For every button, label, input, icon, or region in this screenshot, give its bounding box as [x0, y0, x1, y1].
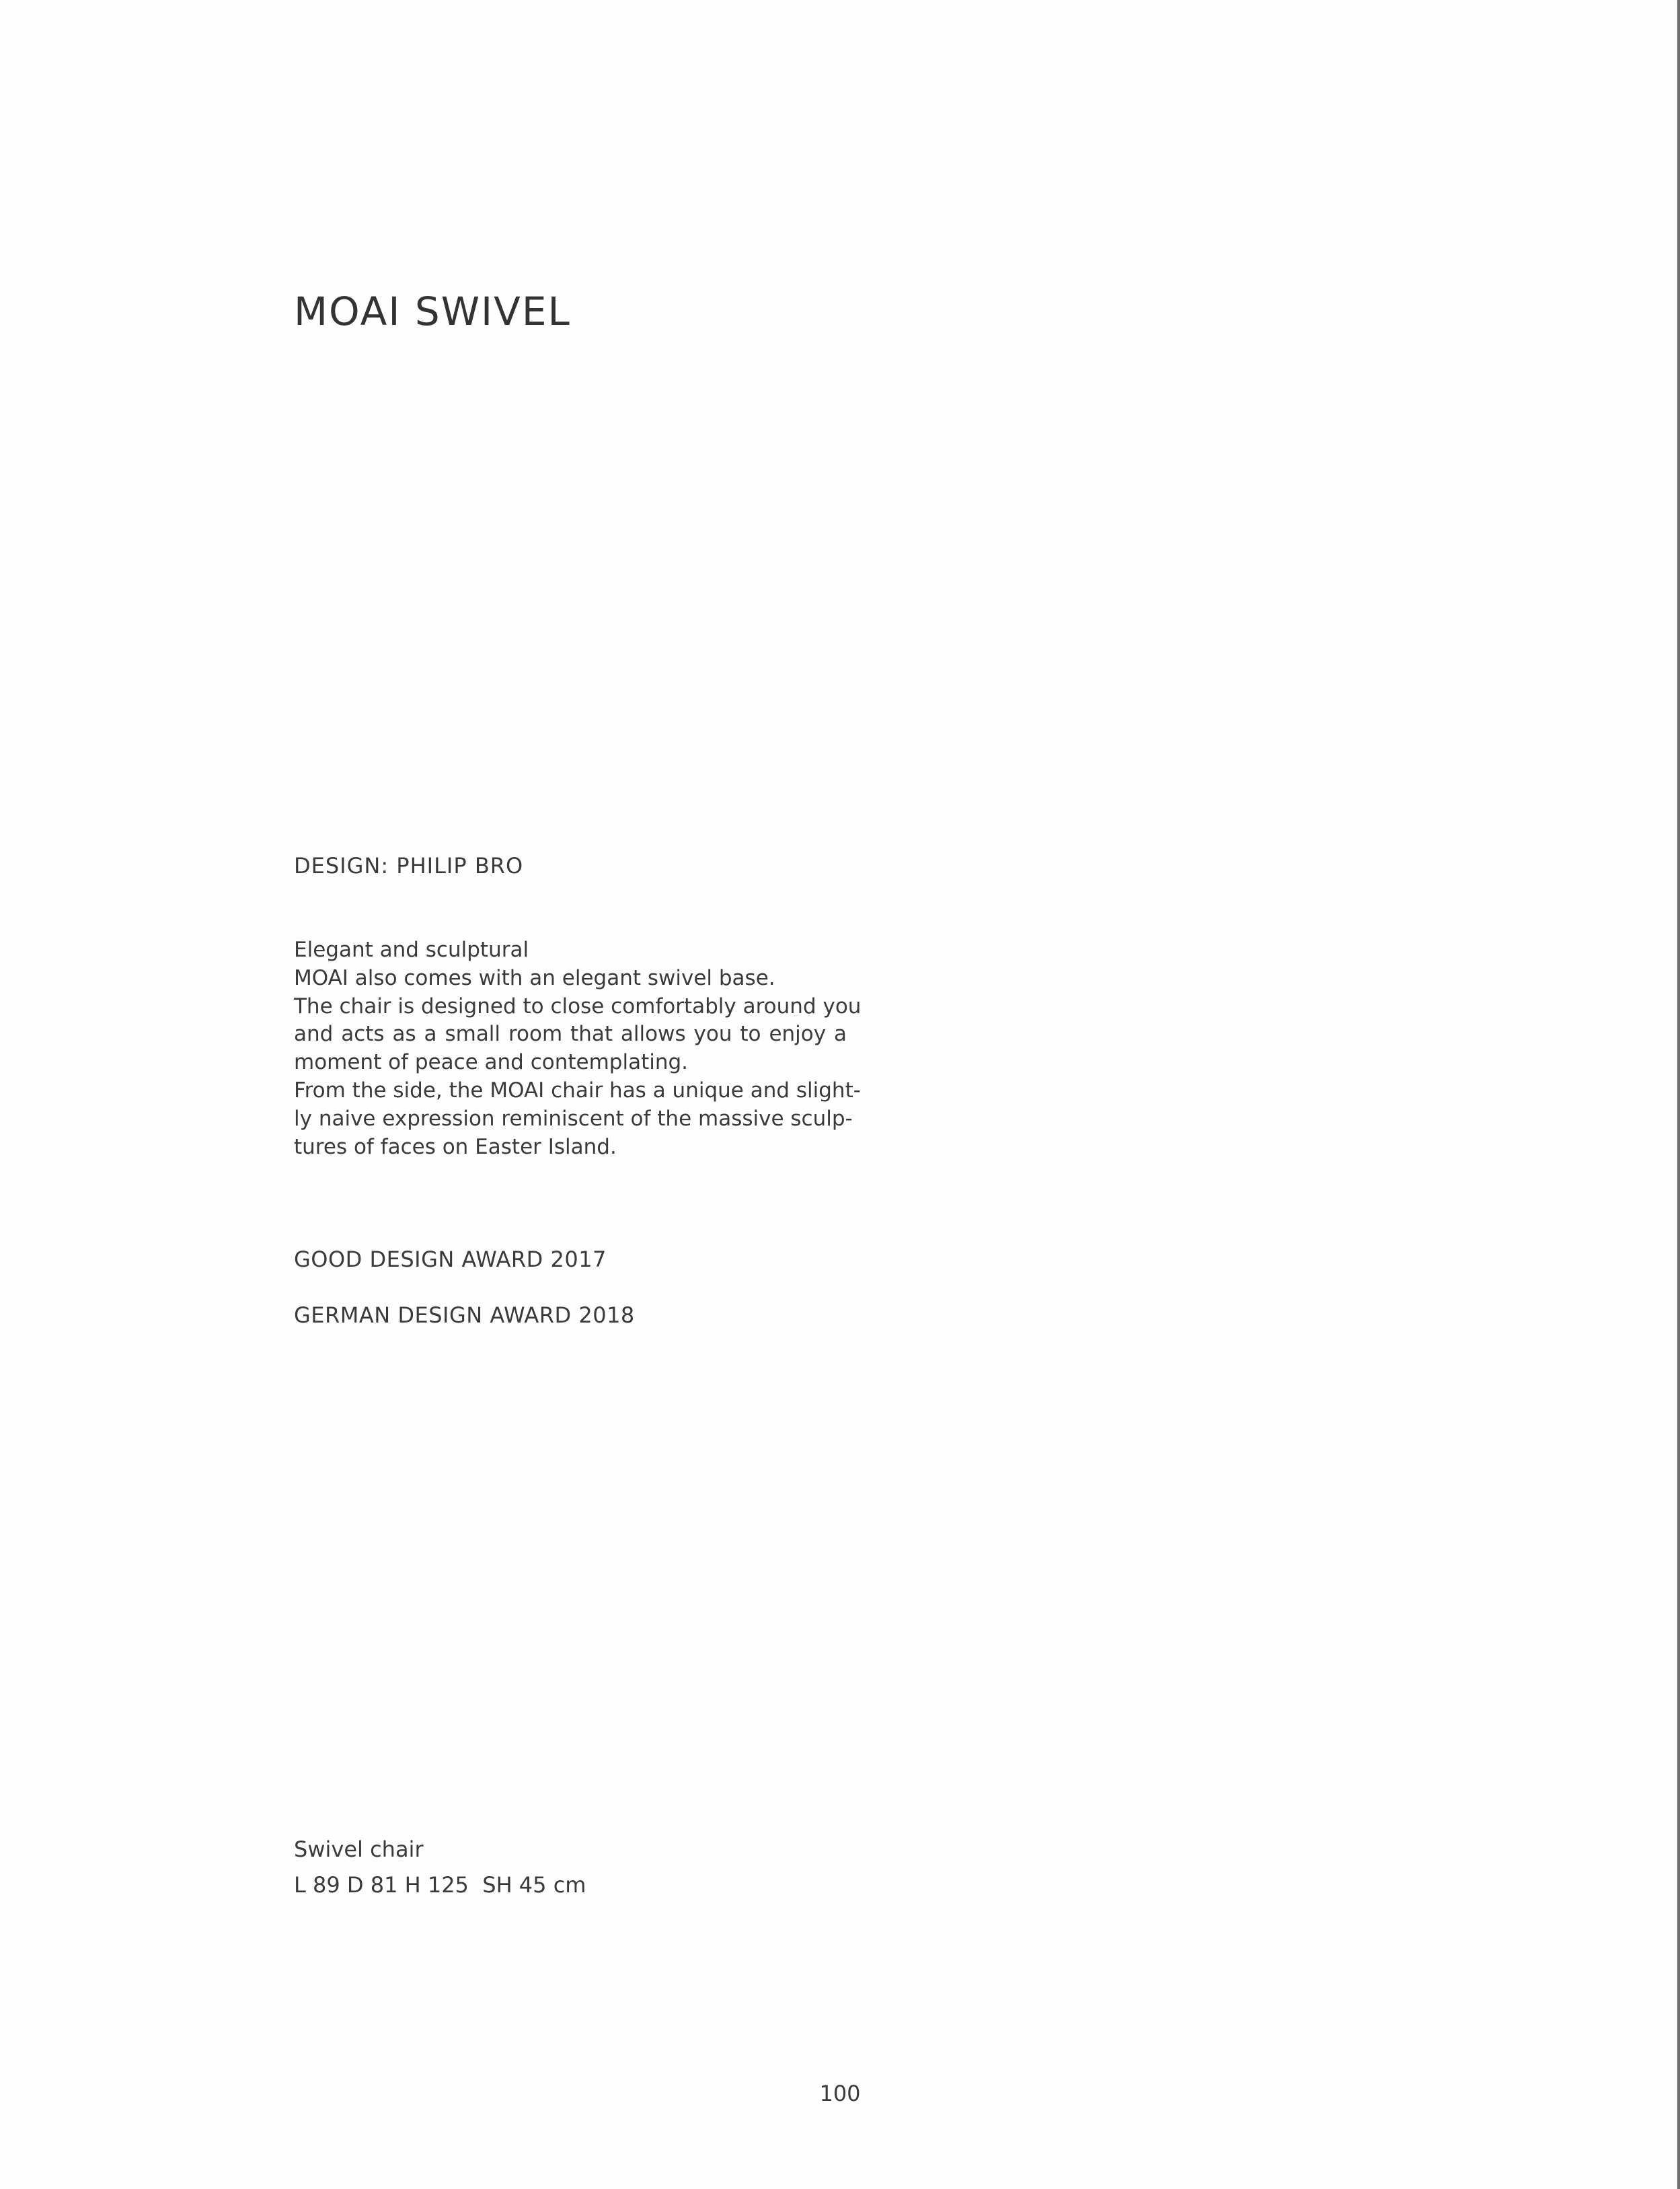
product-type: Swivel chair	[294, 1836, 424, 1862]
description-line: MOAI also comes with an elegant swivel base.	[294, 965, 775, 990]
award-german-design: GERMAN DESIGN AWARD 2018	[294, 1302, 635, 1328]
designer-credit: DESIGN: PHILIP BRO	[294, 853, 524, 879]
description-line: Elegant and sculptural	[294, 938, 529, 962]
page-number: 100	[819, 2081, 861, 2106]
description-line: moment of peace and contemplating.	[294, 1050, 689, 1075]
description-line: From the side, the MOAI chair has a unique and slight-	[294, 1078, 861, 1103]
description-line: and acts as a small room that allows you to enjoy a	[294, 1022, 847, 1047]
page-edge	[1677, 0, 1680, 2189]
page-title: MOAI SWIVEL	[294, 289, 571, 334]
description-line: ly naive expression reminiscent of the massive sculp-	[294, 1106, 853, 1131]
description-line: The chair is designed to close comfortably around you	[294, 994, 862, 1018]
product-dimensions: L 89 D 81 H 125 SH 45 cm	[294, 1872, 586, 1898]
description-line: tures of faces on Easter Island.	[294, 1134, 617, 1159]
product-description	[294, 936, 862, 1161]
award-good-design: GOOD DESIGN AWARD 2017	[294, 1247, 607, 1272]
